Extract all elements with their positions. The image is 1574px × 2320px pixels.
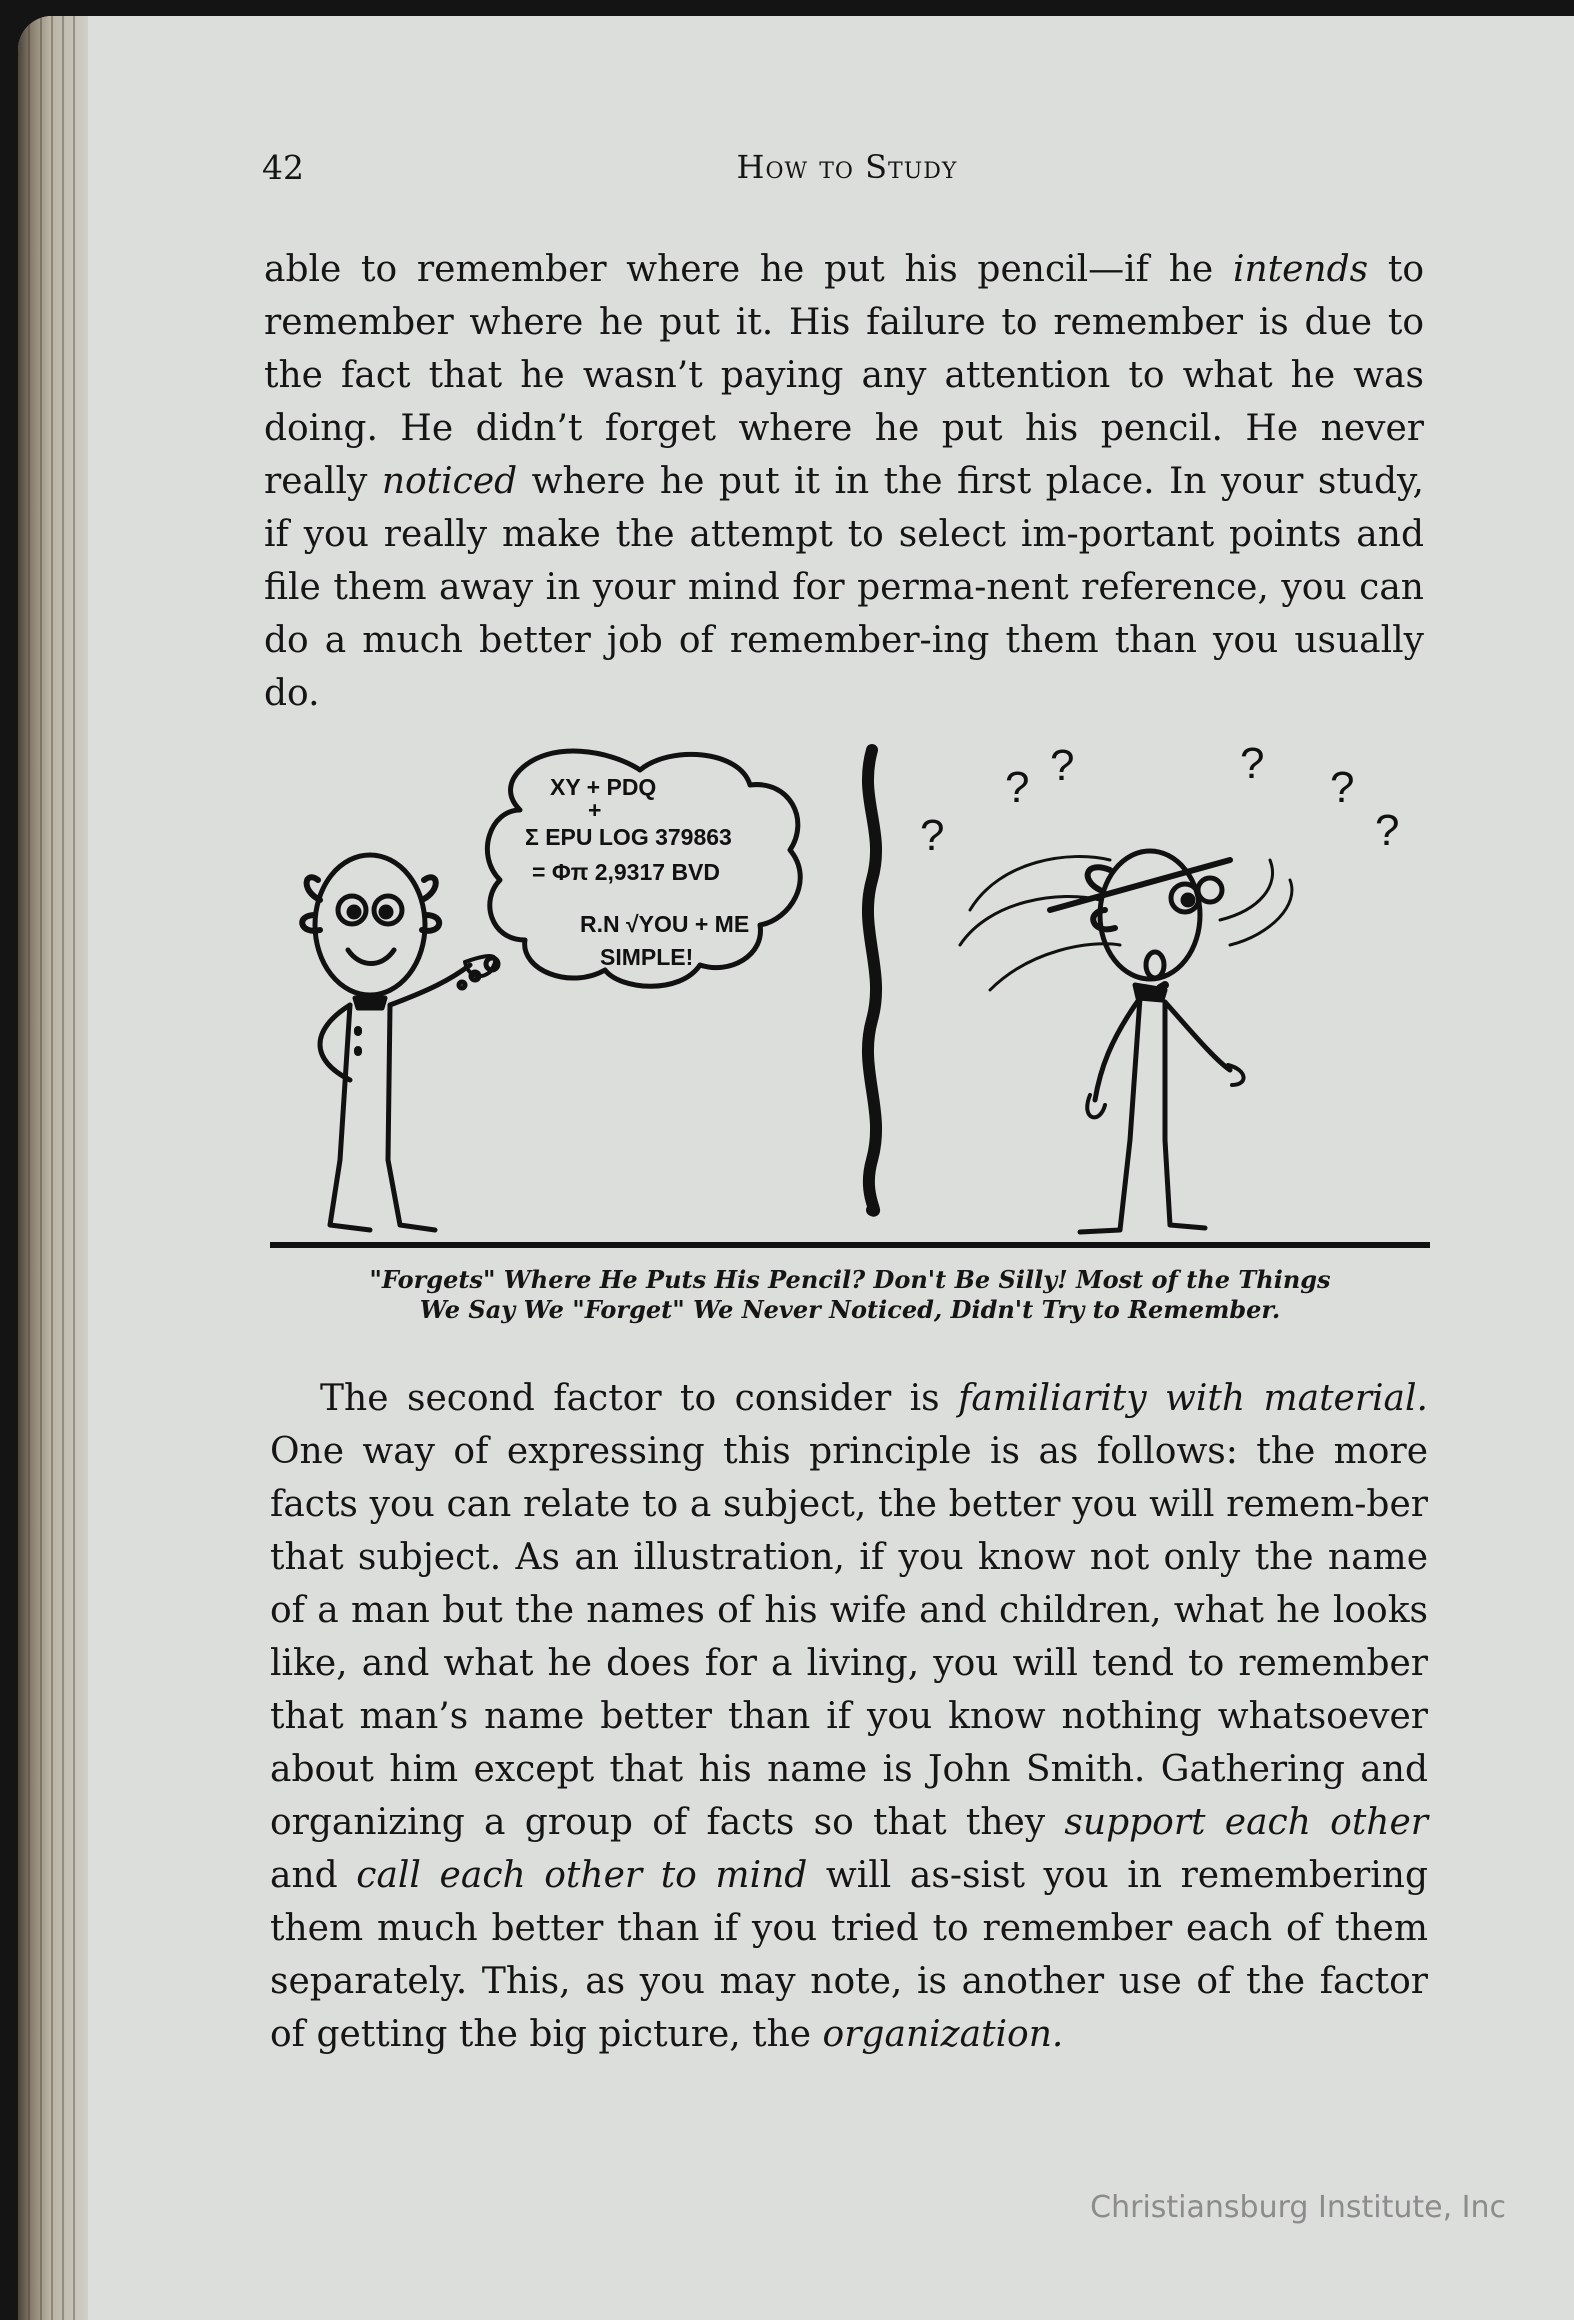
confused-man-figure: [960, 851, 1292, 1232]
text-run: to remember where he put it. His failure to remember is due to the fact that he wasn’t paying any attention to what he was doing. He didn’t forget where he put his pencil. He never really: [264, 249, 1424, 502]
text-run: One way of expressing this principle is as follows: the more facts you can relate to a subject, the better you will remem-ber that subject. As an illustration, if you know not only the name of a man but the names of his wife and children, what he looks like, and what he does for a living, you will tend to remember that man’s name better than if you know nothing whatsoever about him except that his name is John Smith. Gathering and organizing a group of facts so that they: [270, 1431, 1428, 1843]
caption-line-1: "Forgets" Where He Puts His Pencil? Don't Be Silly! Most of the Things: [369, 1265, 1331, 1294]
cartoon-illustration: [270, 740, 1430, 1260]
question-mark-5: ?: [1330, 763, 1355, 812]
italic-phrase: familiarity with material.: [958, 1378, 1428, 1419]
italic-phrase: call each other to mind: [356, 1855, 808, 1896]
text-run: The second factor to consider is: [320, 1378, 959, 1419]
question-mark-6: ?: [1375, 806, 1400, 855]
question-mark-3: ?: [1050, 741, 1075, 790]
question-mark-4: ?: [1240, 740, 1265, 788]
caption-line-2: We Say We "Forget" We Never Noticed, Didn't Try to Remember.: [419, 1295, 1281, 1324]
bubble-line-5: R.N √YOU + ME: [580, 911, 750, 937]
illustration-caption: [270, 1265, 1430, 1325]
italic-phrase: support each other: [1064, 1802, 1428, 1843]
bubble-line-1: XY + PDQ: [550, 774, 657, 800]
bubble-line-4: = Φπ 2,9317 BVD: [532, 859, 720, 885]
bubble-line-6: SIMPLE!: [600, 944, 694, 970]
book-title: How to Study: [736, 148, 958, 186]
question-mark-2: ?: [1005, 763, 1030, 812]
text-run: able to remember where he put his pencil—if he: [264, 249, 1233, 290]
italic-phrase: organization.: [822, 2014, 1064, 2055]
bubble-line-2: +: [588, 797, 602, 823]
text-run: where he put it in the first place. In your study, if you really make the attempt to select im-portant points and file them away in your mind for perma-nent reference, you can do a much better job of remember-ing them than you usually do.: [264, 461, 1424, 714]
wavy-divider: [868, 750, 876, 1211]
watermark: Christiansburg Institute, Inc: [1090, 2190, 1506, 2225]
text-run: and: [270, 1855, 357, 1896]
smiling-man-figure: [302, 855, 495, 1230]
paragraph-1: [264, 243, 1424, 720]
question-mark-1: ?: [920, 811, 945, 860]
italic-phrase: noticed: [381, 461, 518, 502]
page-edge-stack: [18, 16, 88, 2320]
bubble-dot-3: [459, 982, 465, 988]
italic-phrase: intends: [1232, 249, 1369, 290]
running-head: [262, 148, 1432, 198]
page-number: 42: [262, 148, 304, 187]
text-run: will as-sist you in remembering them much better than if you tried to remember each of them separately. This, as you may note, is another use of the factor of getting the big picture, the: [270, 1855, 1428, 2055]
bubble-line-3: Σ EPU LOG 379863: [525, 824, 732, 850]
paragraph-2: [270, 1372, 1428, 2061]
